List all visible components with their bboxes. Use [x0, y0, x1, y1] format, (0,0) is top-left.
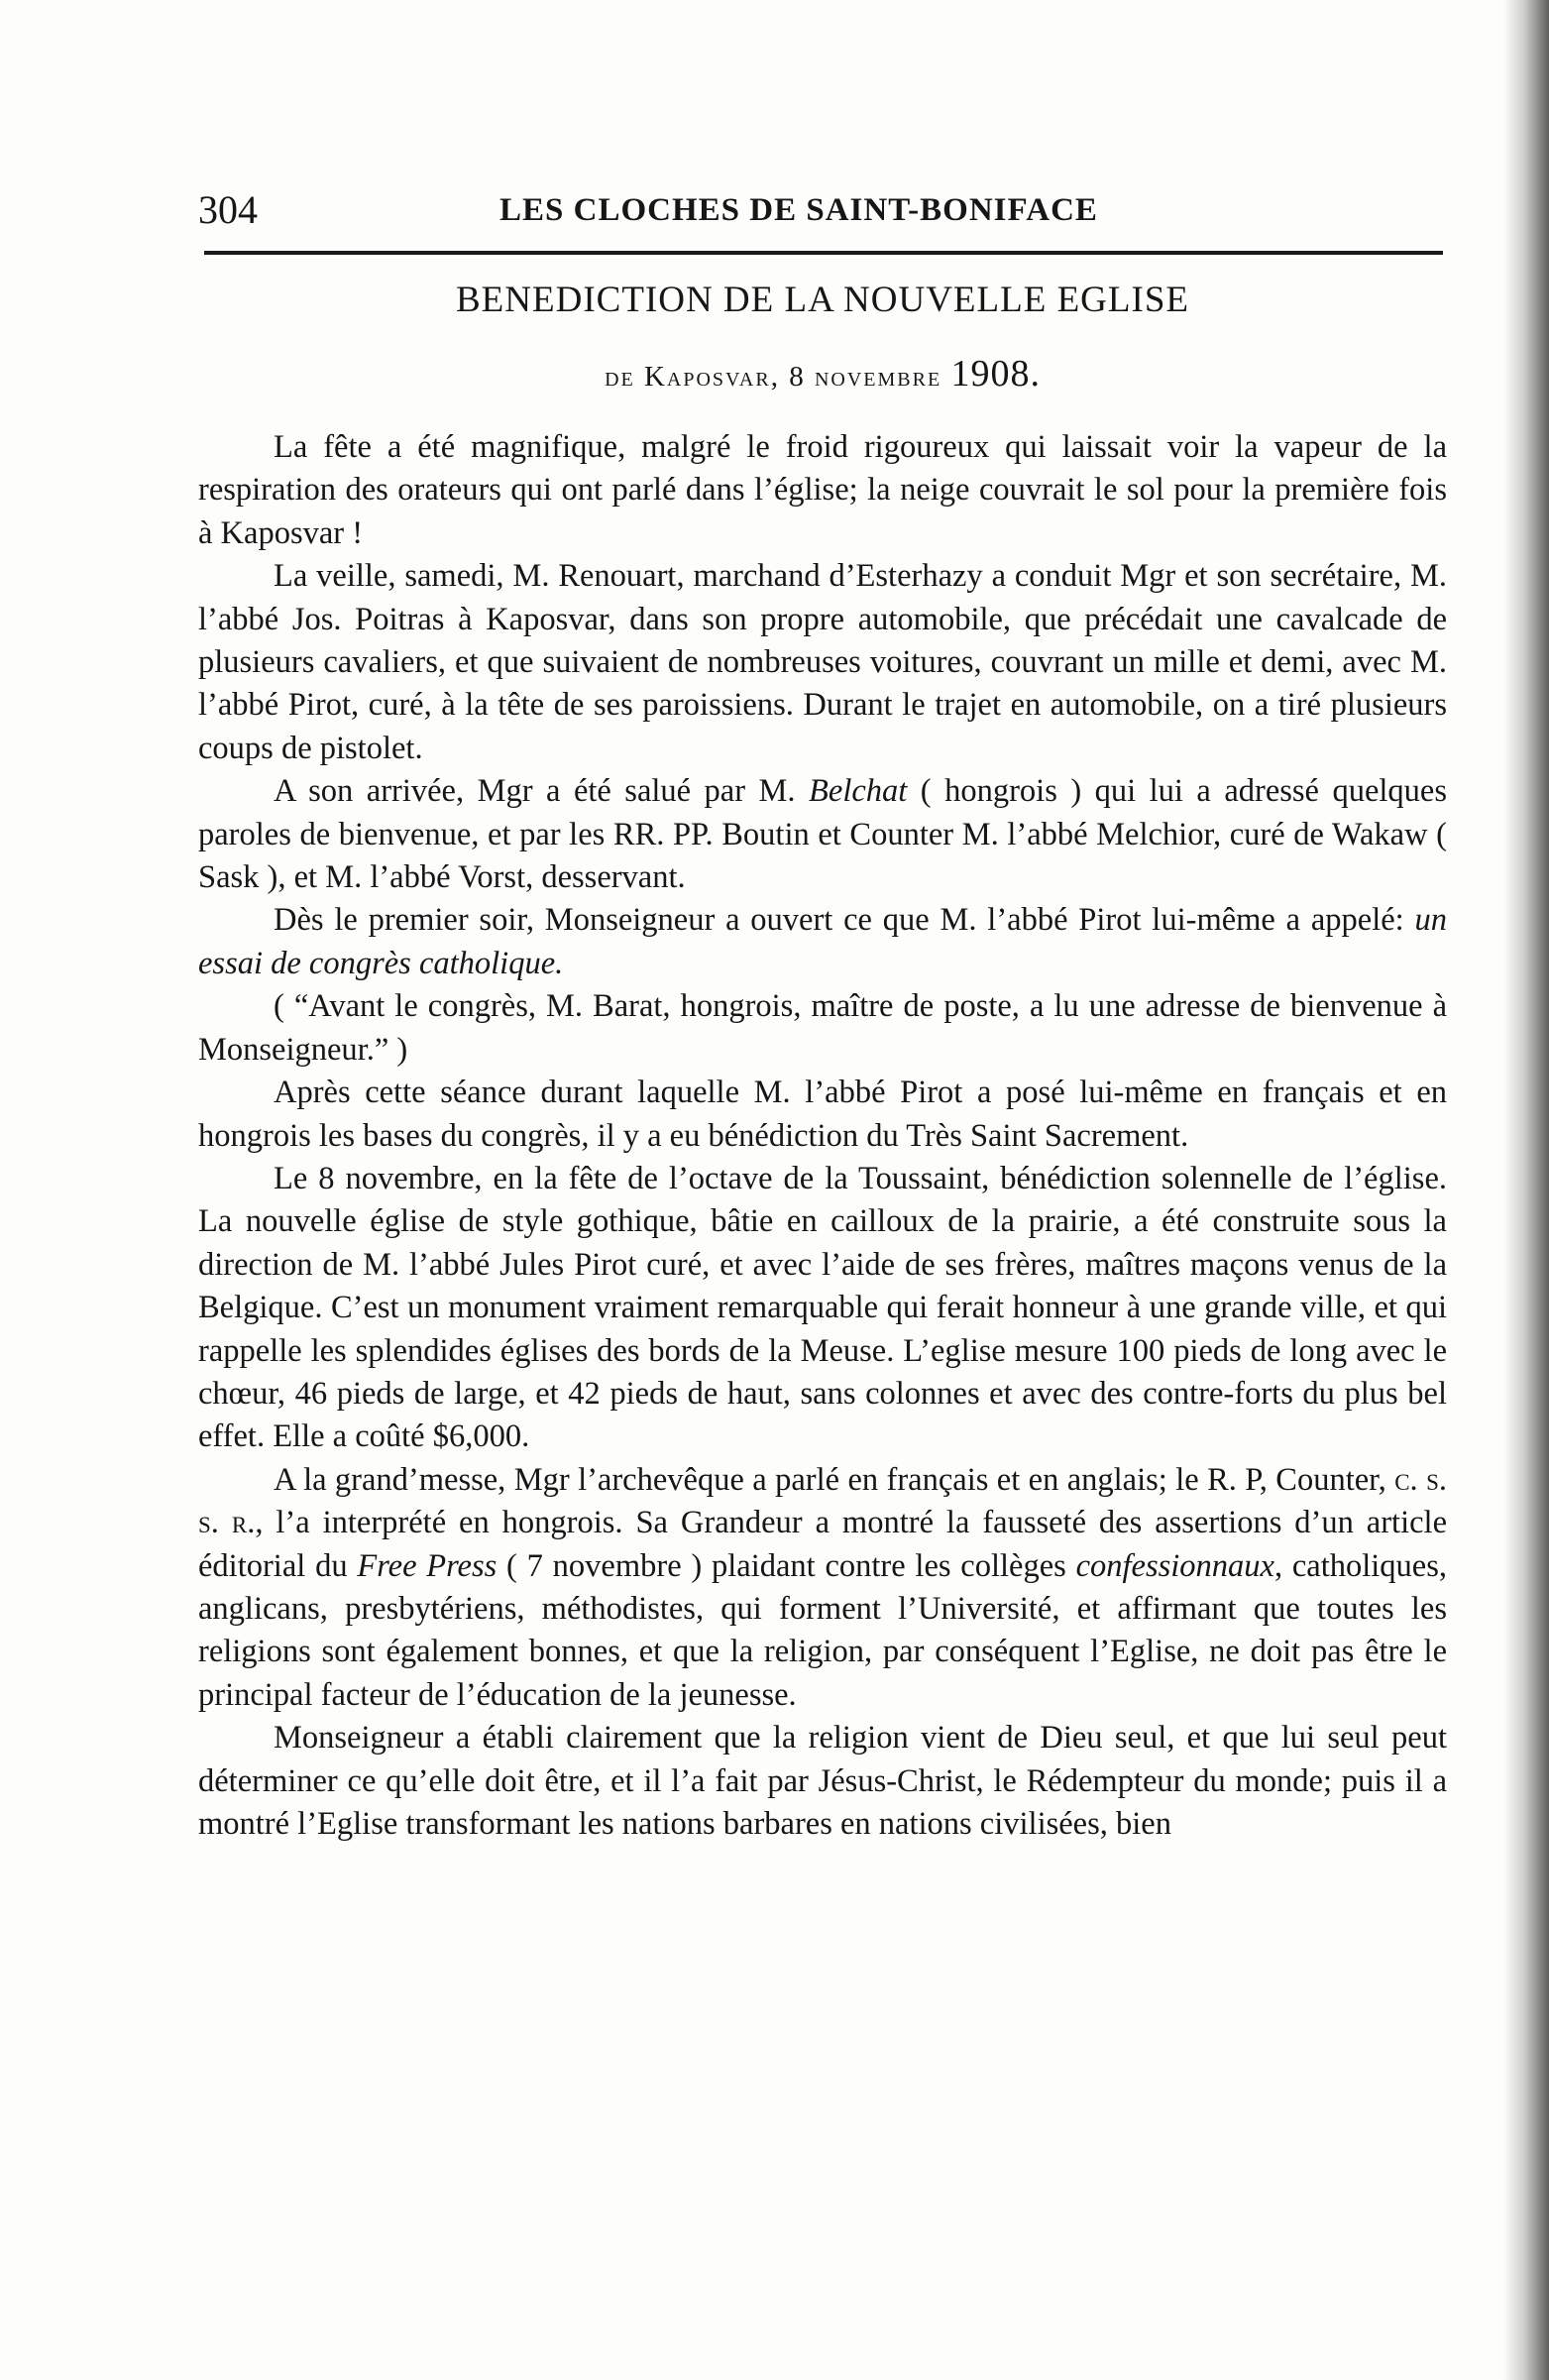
paragraph-6: Après cette séance durant laquelle M. l’abbé Pirot a posé lui-même en français et en hongrois les bases du congrès, il y a eu bénédiction du Très Saint Sacrement.: [198, 1075, 1447, 1154]
paragraph-8-part-3: ( 7 novembre ) plaidant contre les collèges: [497, 1547, 1076, 1584]
subtitle-year: 1908.: [950, 353, 1041, 395]
paragraph-4-start: Dès le premier soir, Monseigneur a ouvert ce que M. l’abbé Pirot lui-même a appelé:: [274, 902, 1415, 939]
paragraph-3-end: ( hongrois ) qui lui a adressé quelques paroles de bienvenue, et par les RR. PP. Boutin et Counter M. l’abbé Melchior, curé de Wakaw ( Sask ), et M. l’abbé Vorst, desservant.: [198, 773, 1447, 896]
paragraph-4: [198, 899, 1447, 985]
running-title: LES CLOCHES DE SAINT-BONIFACE: [499, 192, 1098, 228]
article-body: [198, 426, 1447, 1846]
subtitle-place-date: de Kaposvar, 8 novembre: [605, 361, 951, 393]
paragraph-7: Le 8 novembre, en la fête de l’octave de la Toussaint, bénédiction solennelle de l’église. La nouvelle église de style gothique, bâtie en cailloux de la prairie, a été construite sous la direction de M. l’abbé Jules Pirot curé, et avec l’aide de ses frères, maîtres maçons venus de la Belgique. C’est un monument vraiment remarquable qui ferait honneur à une grande ville, et qui rappelle les splendides églises des bords de la Meuse. L’eglise mesure 100 pieds de long avec le chœur, 46 pieds de large, et 42 pieds de haut, sans colonnes et avec des contre-forts du plus bel effet. Elle a coûté $6,000.: [198, 1160, 1447, 1455]
paragraph-2: La veille, samedi, M. Renouart, marchand d’Esterhazy a conduit Mgr et son secrétaire, M. l’abbé Jos. Poitras à Kaposvar, dans son propre automobile, que précédait une cavalcade de plusieurs cavaliers, et que suivaient de nombreuses voitures, couvrant un mille et demi, avec M. l’abbé Pirot, curé, à la tête de ses paroissiens. Durant le trajet en automobile, on a tiré plusieurs coups de pistolet.: [198, 558, 1447, 766]
paragraph-8-part-1: A la grand’messe, Mgr l’archevêque a parlé en français et en anglais; le R. P, Counter,: [274, 1461, 1395, 1498]
article-title: BENEDICTION DE LA NOUVELLE EGLISE: [456, 280, 1189, 320]
page-edge-shadow: [1503, 0, 1549, 2380]
page-number: 304: [198, 187, 258, 232]
name-belchat: Belchat: [809, 773, 908, 810]
paragraph-5: ( “Avant le congrès, M. Barat, hongrois, maître de poste, a lu une adresse de bienvenue à Monseigneur.” ): [198, 988, 1447, 1068]
congress-phrase: un essai de congrès catholique.: [198, 902, 1447, 981]
header-rule: [204, 251, 1443, 255]
paragraph-3-start: A son arrivée, Mgr a été salué par M.: [274, 773, 810, 810]
paragraph-3: [198, 770, 1447, 899]
paragraph-8-part-4: , catholiques, anglicans, presbytériens, méthodistes, qui forment l’Université, et affirmant que toutes les religions sont également bonnes, et que la religion, par conséquent l’Eglise, ne doit pas être le principal facteur de l’éducation de la jeunesse.: [198, 1547, 1447, 1713]
order-abbreviation: c. s. s. r.: [198, 1461, 1447, 1541]
paragraph-8-part-2: , l’a interprété en hongrois. Sa Grandeur a montré la fausseté des assertions d’un article éditorial du: [198, 1505, 1447, 1584]
newspaper-name: Free Press: [357, 1547, 498, 1584]
article-subtitle: [198, 349, 1447, 401]
word-confessionnaux: confessionnaux: [1075, 1547, 1274, 1584]
running-head: [198, 180, 1447, 240]
paragraph-9: Monseigneur a établi clairement que la religion vient de Dieu seul, et que lui seul peut déterminer ce qu’elle doit être, et il l’a fait par Jésus-Christ, le Rédempteur du monde; puis il a montré l’Eglise transformant les nations barbares en nations civilisées, bien: [198, 1720, 1447, 1842]
paragraph-1: La fête a été magnifique, malgré le froid rigoureux qui laissait voir la vapeur de la respiration des orateurs qui ont parlé dans l’église; la neige couvrait le sol pour la première fois à Kaposvar !: [198, 429, 1447, 551]
paragraph-8: [198, 1459, 1447, 1717]
